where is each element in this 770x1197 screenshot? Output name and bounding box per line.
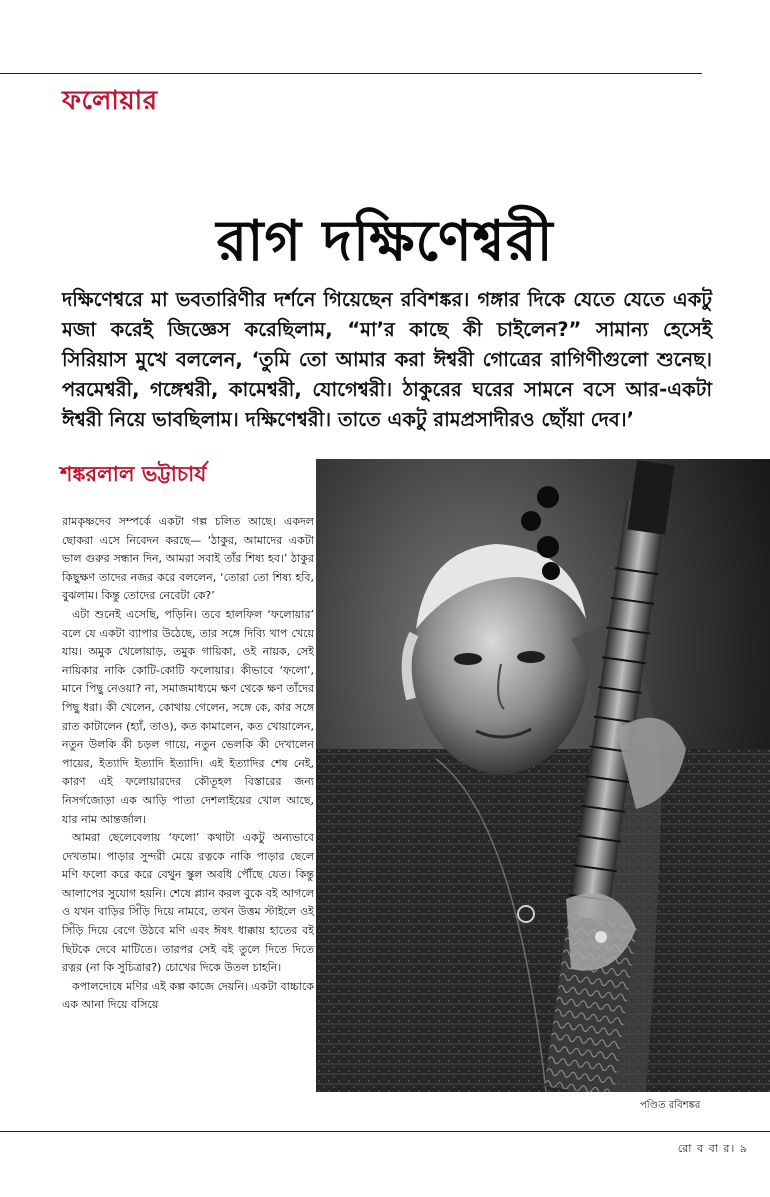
intro-text: দক্ষিণেশ্বরে মা ভবতারিণীর দর্শনে গিয়েছেন রবিশঙ্কর। গঙ্গার দিকে যেতে যেতে একটু মজা করেই জিজ্ঞেস করেছিলাম, “মা’র কাছে কী চাইলেন?” সামান্য হেসেই সিরিয়াস মুখে বললেন, ‘তুমি তো আমার করা ঈশ্বরী গোত্রের রাগিণীগুলো শুনেছ। পরমেশ্বরী, গঙ্গেশ্বরী, কামেশ্বরী, যোগেশ্বরী। ঠাকুরের ঘরের সামনে বসে আর-একটা ঈশ্বরী নিয়ে ভাবছিলাম। দক্ষিণেশ্বরী। তাতে একটু রামপ্রসাদীরও ছোঁয়া দেব।’	[62, 288, 712, 431]
portrait-illustration	[316, 459, 770, 1092]
article-intro	[62, 285, 712, 435]
body-paragraph: কপালদোষে মণির এই কল্প কাজে দেয়নি। একটা বাচ্চাকে এক আনা দিয়ে বসিয়ে	[62, 979, 314, 1012]
body-paragraph: এটা শুনেই এসেছি, পড়িনি। তবে হালফিল ‘ফলোয়ার’ বলে যে একটা ব্যাপার উঠেছে, তার সঙ্গে দিব্যি খাপ খেয়ে যায়। অমুক খেলোয়াড়, তমুক গায়িকা, ওই নায়ক, সেই নায়িকার নাকি কোটি-কোটি ফলোয়ার। কীভাবে ‘ফলো’, মানে পিছু নেওয়া? না, সমাজমাধ্যমে ক্ষণ থেকে ক্ষণ তাঁদের পিছু ধরা। কী খেলেন, কোথায় গেলেন, সঙ্গে কে, কার সঙ্গে রাত কাটালেন (হ্যাঁ, তাও), কত কামালেন, কত খোয়ালেন, নতুন উলকি কী চড়ল গায়ে, নতুন ভেলকি কী দেখালেন পায়ের, ইত্যাদি ইত্যাদি ইত্যাদি। এই ইত্যাদির শেষ নেই, কারণ এই ফলোয়ারদের কৌতূহল বিস্তারের জন্য নিসর্গজোড়া এক আড়ি পাতা দেশলাইয়ের খোল আছে, যার নাম আন্তর্জাল।	[62, 607, 314, 826]
body-paragraph: আমরা ছেলেবেলায় ‘ফলো’ কথাটা একটু অন্যভাবে দেখতাম। পাড়ার সুন্দরী মেয়ে রত্নকে নাকি পাড়ার ছেলে মণি ফলো করে করে বেথুন স্কুল অবধি পৌঁছে যেত। কিন্তু আলাপের সুযোগ হয়নি। শেষে প্ল্যান করল বুকে বই আগলে ও যখন বাড়ির সিঁড়ি দিয়ে নামবে, তখন উত্তম স্টাইলে ওই সিঁড়ি দিয়ে বেগে উঠবে মণি এবং ঈষৎ ধাক্কায় হাতের বই ছিটকে দেবে মাটিতে। তারপর সেই বই তুলে দিতে দিতে রত্নর (না কি সুচিত্রার?) চোখের দিকে উতল চাহনি।	[62, 831, 314, 975]
page-folio: রো ব বা র। ৯	[677, 1142, 748, 1155]
article-headline: রাগ দক্ষিণেশ্বরী	[216, 209, 554, 274]
photo-caption: পণ্ডিত রবিশঙ্কর	[640, 1100, 701, 1111]
bottom-rule	[0, 1131, 770, 1132]
author-byline: শঙ্করলাল ভট্টাচার্য	[60, 462, 207, 486]
section-label: ফলোয়ার	[62, 86, 158, 116]
portrait-photo	[316, 459, 770, 1092]
body-paragraph: রামকৃষ্ণদেব সম্পর্কে একটা গল্প চলিত আছে। একদল ছোকরা এসে নিবেদন করছে— ‘ঠাকুর, আমাদের একটা ভাল গুরুর সন্ধান দিন, আমরা সবাই তাঁর শিষ্য হব।’ ঠাকুর কিছুক্ষণ তাদের নজর করে বললেন, ‘তোরা তো শিষ্য হবি, বুঝলাম। কিন্তু তোদের নেবেটা কে?’	[62, 515, 314, 603]
article-body	[62, 513, 314, 1015]
top-rule	[0, 73, 702, 74]
